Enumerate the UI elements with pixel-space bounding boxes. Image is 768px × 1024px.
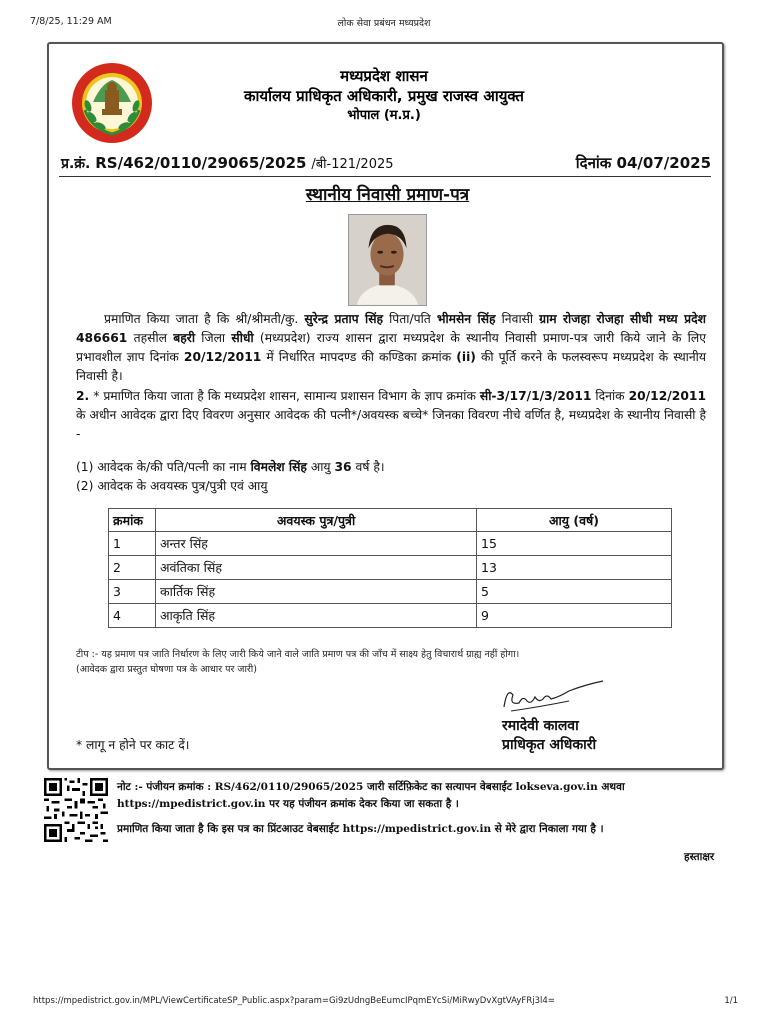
serial-cell: 1 xyxy=(109,532,156,556)
mp-government-emblem-icon xyxy=(71,62,153,144)
table-row xyxy=(109,556,672,580)
memo-date: 20/12/2011 xyxy=(183,350,262,364)
page-number: 1/1 xyxy=(724,996,738,1006)
father-name: भीमसेन सिंह xyxy=(436,312,496,326)
certificate xyxy=(47,42,724,770)
certificate-note xyxy=(76,647,519,677)
strike-instruction: * लागू न होने पर काट दें। xyxy=(76,738,190,752)
office-heading xyxy=(169,66,599,126)
header-divider xyxy=(59,176,711,177)
verification-qr-code xyxy=(44,778,108,842)
column-header: आयु (वर्ष) xyxy=(477,509,672,532)
children-table xyxy=(108,508,672,628)
child-age-cell: 5 xyxy=(477,580,672,604)
child-name-cell: अन्तर सिंह xyxy=(156,532,477,556)
reference-number xyxy=(61,154,394,173)
tehsil-name: बहरी xyxy=(173,331,196,345)
spouse-line: (1) आवेदक के/की पति/पत्नी का नाम विमलेश सिंह आयु 36 वर्ष है। xyxy=(76,460,385,474)
family-list xyxy=(76,458,385,496)
table-row xyxy=(109,580,672,604)
reference-label: प्र.क्रं. xyxy=(61,156,91,172)
memo-date-2: 20/12/2011 xyxy=(628,389,706,403)
paragraph-number: 2. xyxy=(76,389,90,403)
print-page-title: लोक सेवा प्रबंधन मध्यप्रदेश xyxy=(337,18,431,29)
date-value: 04/07/2025 xyxy=(616,154,711,172)
office-name: कार्यालय प्राधिकृत अधिकारी, प्रमुख राजस्व आयुक्त xyxy=(244,87,524,105)
verification-note-line: https://mpedistrict.gov.in पर यह पंजीयन क्रमांक देकर किया जा सकता है । xyxy=(117,798,459,810)
child-name-cell: कार्तिक सिंह xyxy=(156,580,477,604)
applicant-address: ग्राम रोजहा रोजहा सीधी मध्य प्रदेश 486661 xyxy=(76,312,706,345)
print-url: https://mpedistrict.gov.in/MPL/ViewCertificateSP_Public.aspx?param=Gi9zUdngBeEumcIPqmEYcSi/MiRwyDvXgtVAyFRj3l4= xyxy=(33,996,555,1006)
table-row xyxy=(109,604,672,628)
column-header: अवयस्क पुत्र/पुत्री xyxy=(156,509,477,532)
applicant-photo xyxy=(348,214,427,306)
signature-label: हस्ताक्षर xyxy=(684,851,715,863)
declaration-basis: (आवेदक द्वारा प्रस्तुत घोषणा पत्र के आधार पर जारी) xyxy=(76,664,257,675)
child-age-cell: 9 xyxy=(477,604,672,628)
registration-number: RS/462/0110/29065/2025 xyxy=(95,154,307,172)
spouse-age: 36 xyxy=(334,460,352,474)
issue-date xyxy=(576,153,711,173)
child-name-cell: आकृति सिंह xyxy=(156,604,477,628)
child-age-cell: 15 xyxy=(477,532,672,556)
signer-name: रमादेवी कालवा xyxy=(502,718,579,734)
spouse-name: विमलेश सिंह xyxy=(250,460,307,474)
serial-cell: 3 xyxy=(109,580,156,604)
district-name: सीधी xyxy=(231,331,254,345)
print-datetime: 7/8/25, 11:29 AM xyxy=(30,16,112,27)
office-location: भोपाल (म.प्र.) xyxy=(347,108,421,123)
printout-certification: प्रमाणित किया जाता है कि इस पत्र का प्रिंटआउट वेबसाईट https://mpedistrict.gov.in से मेरे द्वारा निकाला गया है । xyxy=(117,823,604,835)
column-header: क्रमांक xyxy=(109,509,156,532)
signer-designation: प्राधिकृत अधिकारी xyxy=(502,737,597,753)
caste-disclaimer: टीप :- यह प्रमाण पत्र जाति निर्धारण के लिए जारी किये जाने वाले जाति प्रमाण पत्र की जाँच में साक्ष्य हेतु विचारार्थ ग्राह्य नहीं होगा। xyxy=(76,649,520,660)
certificate-title: स्थानीय निवासी प्रमाण-पत्र xyxy=(305,185,470,205)
serial-cell: 2 xyxy=(109,556,156,580)
residence-certification-paragraph: प्रमाणित किया जाता है कि श्री/श्रीमती/कु. सुरेन्द्र प्रताप सिंह पिता/पति भीमसेन सिंह निवासी ग्राम रोजहा रोजहा सीधी मध्य प्रदेश 486661 तहसील बहरी जिला सीधी (मध्यप्रदेश) राज्य शासन द्वारा मध्यप्रदेश के स्थानीय निवासी प्रमाण-पत्र जारी किये जाने के लिए प्रभावशील ज्ञाप दिनांक 20/12/2011 में निर्धारित मापदण्ड की कण्डिका क्रमांक (ii) की पूर्ति करने के फलस्वरूप मध्यप्रदेश के स्थानीय निवासी है। xyxy=(76,312,707,383)
handwritten-signature xyxy=(499,677,609,717)
children-line: (2) आवेदक के अवयस्क पुत्र/पुत्री एवं आयु xyxy=(76,479,268,493)
print-header xyxy=(0,16,768,30)
verification-note-line: नोट :- पंजीयन क्रमांक : RS/462/0110/29065/2025 जारी सर्टिफ़िकेट का सत्यापन वेबसाईट lokseva.gov.in अथवा xyxy=(117,781,625,793)
memo-number: सी-3/17/1/3/2011 xyxy=(479,389,592,403)
reference-sub-number: /बी-121/2025 xyxy=(311,157,394,172)
applicant-name: सुरेन्द्र प्रताप सिंह xyxy=(304,312,384,326)
child-age-cell: 13 xyxy=(477,556,672,580)
government-name: मध्यप्रदेश शासन xyxy=(340,67,428,85)
child-name-cell: अवंतिका सिंह xyxy=(156,556,477,580)
clause-number: (ii) xyxy=(456,350,476,364)
print-footer xyxy=(0,996,768,1010)
date-label: दिनांक xyxy=(575,154,612,172)
signing-officer xyxy=(502,717,596,755)
table-header-row xyxy=(109,509,672,532)
serial-cell: 4 xyxy=(109,604,156,628)
table-row xyxy=(109,532,672,556)
family-certification-paragraph: 2. * प्रमाणित किया जाता है कि मध्यप्रदेश शासन, सामान्य प्रशासन विभाग के ज्ञाप क्रमांक सी-3/17/1/3/2011 दिनांक 20/12/2011 के अधीन आवेदक द्वारा दिए विवरण अनुसार आवेदक की पत्नी*/अवयस्क बच्चे* जिनका विवरण नीचे वर्णित है, मध्यप्रदेश के स्थानीय निवासी है - xyxy=(76,389,706,441)
reference-row xyxy=(61,151,711,175)
